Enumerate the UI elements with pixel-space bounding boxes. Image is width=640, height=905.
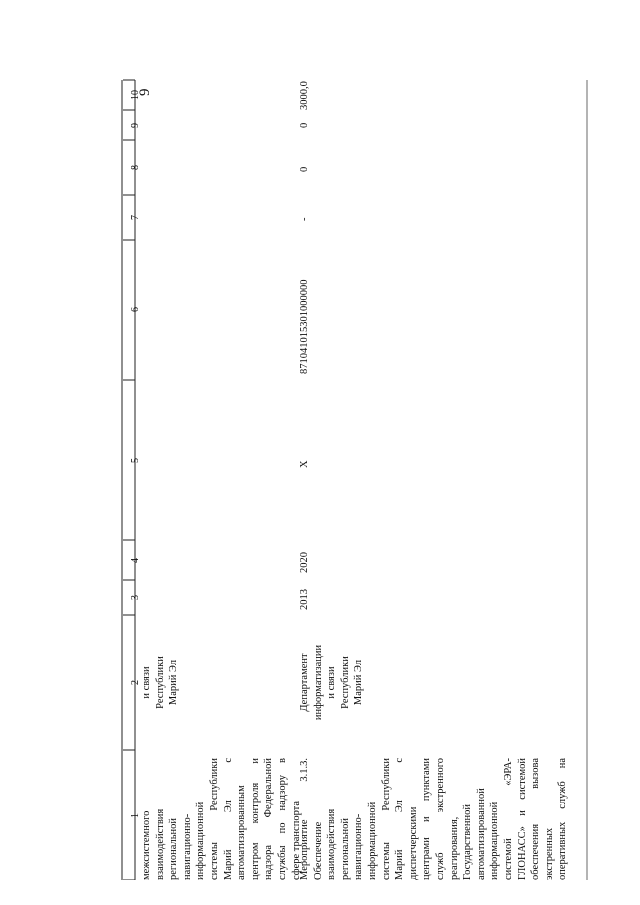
col-header-7: 7 <box>130 215 141 220</box>
col-header-6: 6 <box>130 307 141 312</box>
measure-3-1-3-col9: 0 <box>299 122 310 128</box>
col-header-9: 9 <box>130 123 141 128</box>
measure-3-1-3-col8: 0 <box>299 166 310 172</box>
table-grid <box>115 30 595 880</box>
col-header-2: 2 <box>130 680 141 685</box>
prev-row-col1: межсистемного взаимодействия региональной навигационно- информационной системы Республики Марий Эл с автоматизированным центром контроля и надзора Федеральной службы по надзору в сфере транспорта <box>141 758 302 880</box>
col-header-1: 1 <box>130 813 141 818</box>
rotated-table-sheet <box>115 30 595 880</box>
measure-3-1-3-col6: 871041015301000000 <box>299 279 310 374</box>
measure-3-1-3-col5: X <box>299 460 310 468</box>
col-header-10: 10 <box>130 90 141 100</box>
col-header-8: 8 <box>130 165 141 170</box>
measure-3-1-3-col1: Мероприятие 3.1.3. Обеспечение взаимодействия региональной навигационно- информационной системы Республики Марий Эл с диспетчерскими центрами и пунктами служб экстренного реагирования, Государственной автоматизированной информационной системой «ЭРА- ГЛОНАСС» и системой обеспечения вызова экстренных оперативных служб на <box>299 758 569 880</box>
page-number: 9 <box>137 88 153 96</box>
measure-3-1-3-col2: Департамент информатизации и связи Республики Марий Эл <box>299 644 365 721</box>
col-header-5: 5 <box>130 458 141 463</box>
prev-row-col2: и связи Республики Марий Эл <box>141 656 180 709</box>
measure-3-1-3-col4: 2020 <box>299 552 310 573</box>
measure-3-1-3-col10: 3000,0 <box>299 81 310 110</box>
col-header-3: 3 <box>130 595 141 600</box>
measure-3-1-3-col7: - <box>299 217 310 221</box>
col-header-4: 4 <box>130 558 141 563</box>
measure-3-1-3-col3: 2013 <box>299 589 310 610</box>
